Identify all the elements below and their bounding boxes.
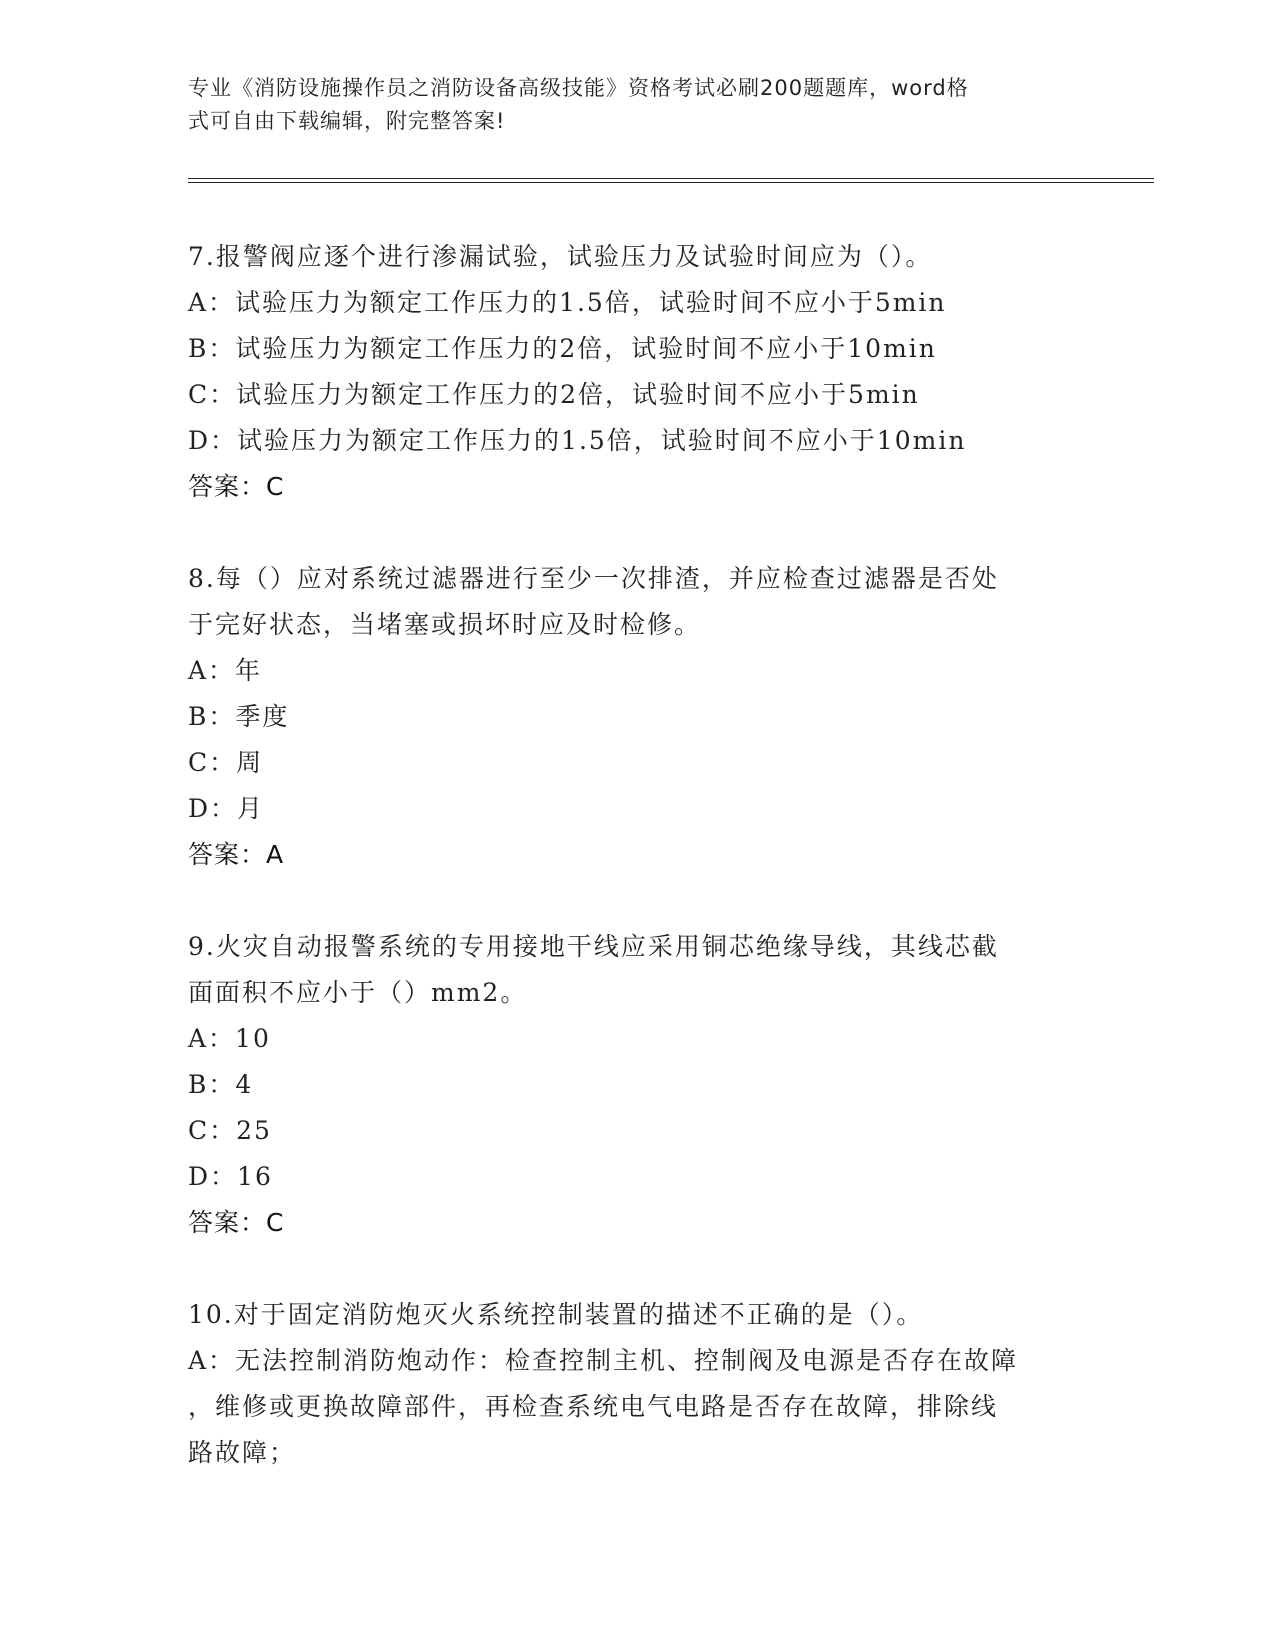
question-stem: 7.报警阀应逐个进行渗漏试验，试验压力及试验时间应为（）。 — [188, 242, 933, 271]
option-c: C：25 — [188, 1116, 272, 1145]
option-b: B：4 — [188, 1070, 254, 1099]
option-a: A：试验压力为额定工作压力的1.5倍，试验时间不应小于5min — [188, 288, 947, 317]
option-b: B：季度 — [188, 702, 290, 731]
question-stem: 8.每（）应对系统过滤器进行至少一次排渣，并应检查过滤器是否处 — [188, 564, 999, 593]
option-c: C：试验压力为额定工作压力的2倍，试验时间不应小于5min — [188, 380, 920, 409]
option-d: D：月 — [188, 794, 265, 823]
option-b: B：试验压力为额定工作压力的2倍，试验时间不应小于10min — [188, 334, 937, 363]
option-a-continued: ，维修或更换故障部件，再检查系统电气电路是否存在故障，排除线 — [188, 1392, 999, 1421]
question-stem: 9.火灾自动报警系统的专用接地干线应采用铜芯绝缘导线，其线芯截 — [188, 932, 999, 961]
question-stem-continued: 于完好状态，当堵塞或损坏时应及时检修。 — [188, 610, 702, 639]
option-c: C：周 — [188, 748, 264, 777]
question-stem-continued: 面面积不应小于（）mm2。 — [188, 978, 528, 1007]
option-a: A：年 — [188, 656, 263, 685]
header-divider-bottom — [188, 182, 1154, 183]
document-header — [188, 72, 1088, 138]
option-a: A：无法控制消防炮动作：检查控制主机、控制阀及电源是否存在故障 — [188, 1346, 1019, 1375]
question-list — [188, 234, 1088, 1522]
question-10 — [188, 1292, 1088, 1476]
header-line-1: 专业《消防设施操作员之消防设备高级技能》资格考试必刷200题题库，word格 — [188, 76, 969, 100]
option-d: D：16 — [188, 1162, 273, 1191]
question-9 — [188, 924, 1088, 1246]
answer: 答案：C — [188, 472, 285, 501]
answer: 答案：C — [188, 1208, 285, 1237]
option-d: D：试验压力为额定工作压力的1.5倍，试验时间不应小于10min — [188, 426, 967, 455]
question-7 — [188, 234, 1088, 510]
question-8 — [188, 556, 1088, 878]
header-line-2: 式可自由下载编辑，附完整答案! — [188, 109, 506, 133]
answer: 答案：A — [188, 840, 285, 869]
header-divider-top — [188, 178, 1154, 179]
option-a-continued: 路故障； — [188, 1438, 297, 1467]
option-a: A：10 — [188, 1024, 271, 1053]
question-stem: 10.对于固定消防炮灭火系统控制装置的描述不正确的是（）。 — [188, 1300, 924, 1329]
